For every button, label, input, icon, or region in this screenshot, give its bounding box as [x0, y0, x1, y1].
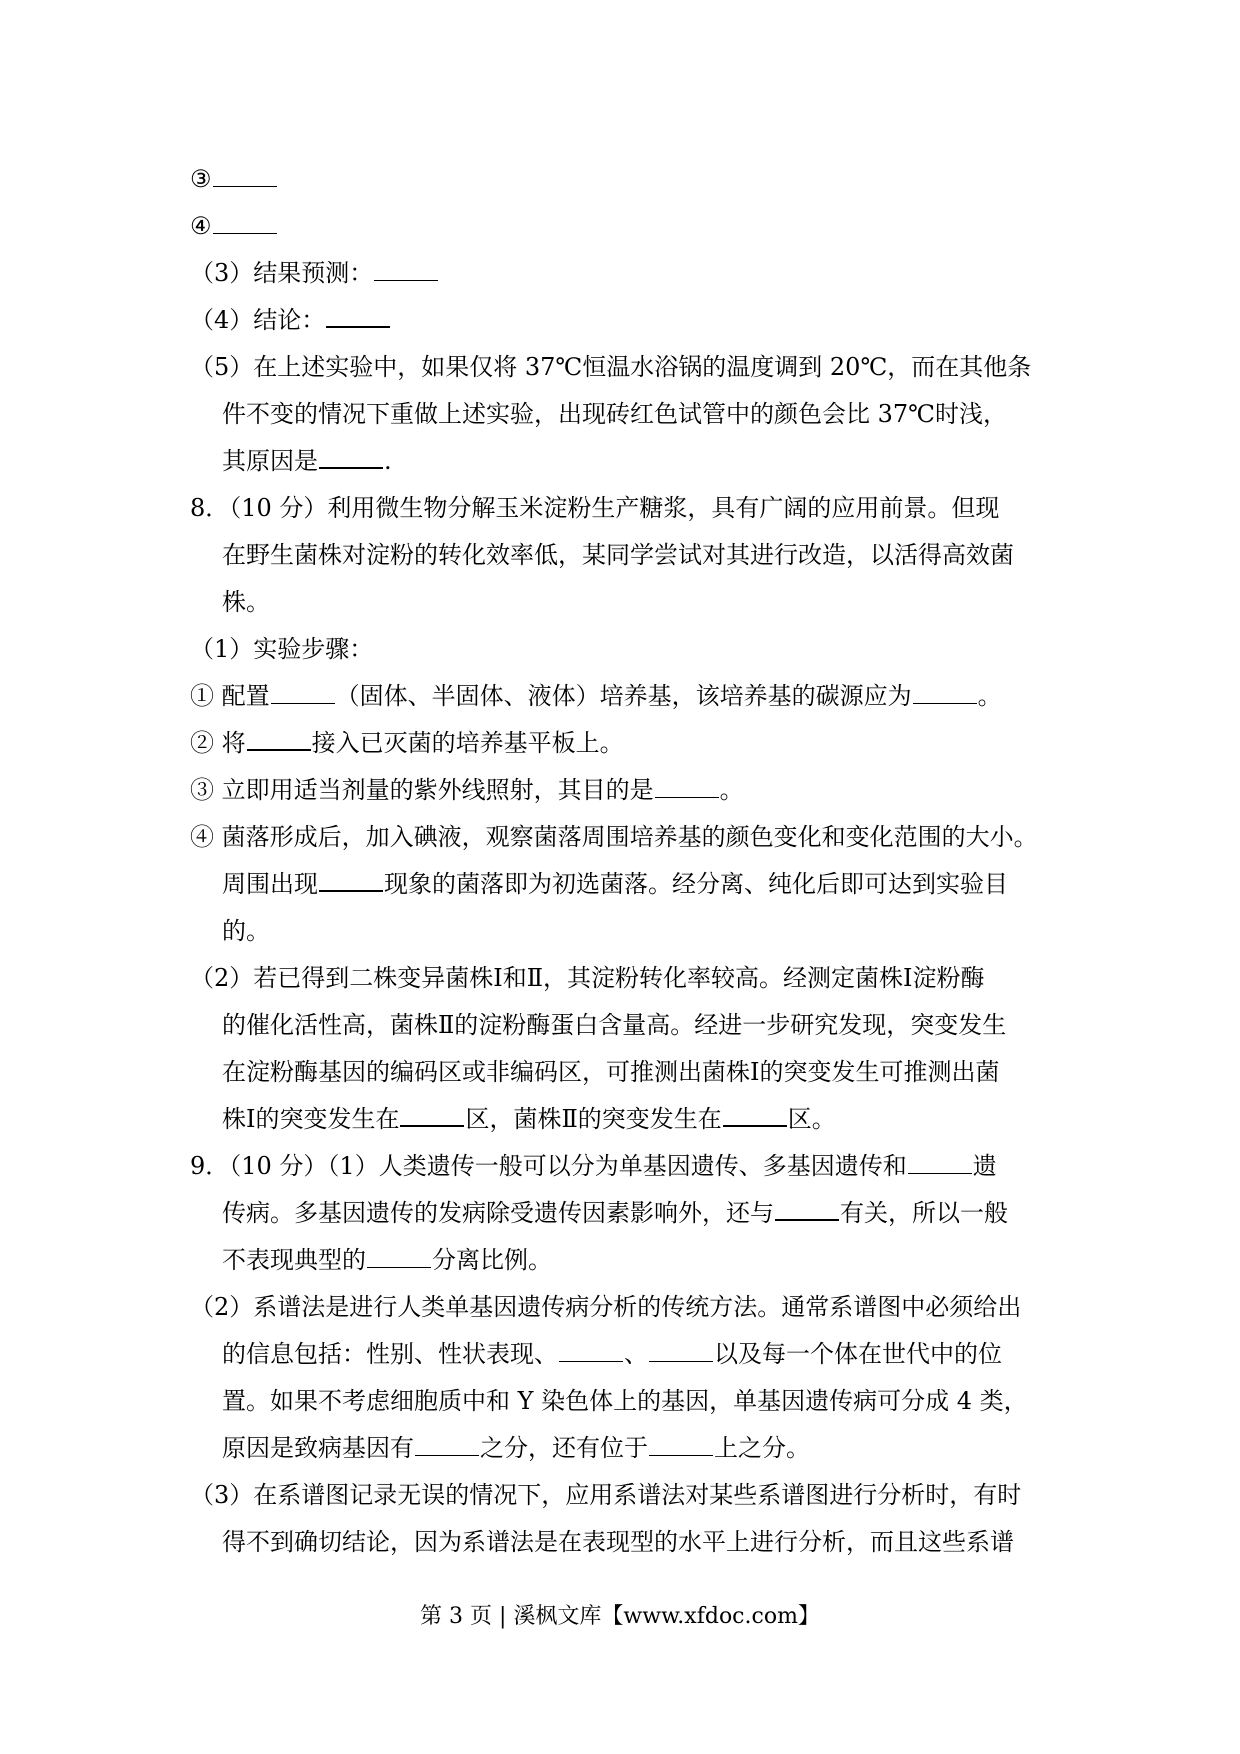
line-text: 周围出现: [222, 870, 318, 898]
text-line: [222, 444, 392, 478]
text-line: [190, 1478, 1021, 1512]
text-line: [222, 867, 1008, 901]
line-text: ④ 菌落形成后，加入碘液，观察菌落周围培养基的颜色变化和变化范围的大小。: [190, 823, 1038, 851]
line-text: 分离比例。: [432, 1246, 552, 1274]
answer-blank: [775, 1197, 839, 1221]
line-text: （2）若已得到二株变异菌株Ⅰ和Ⅱ，其淀粉转化率较高。经测定菌株Ⅰ淀粉酶: [190, 964, 985, 992]
text-line: [190, 961, 985, 995]
text-line: [222, 538, 1014, 572]
text-line: [190, 209, 278, 243]
answer-blank: [326, 304, 390, 328]
line-text: 接入已灭菌的培养基平板上。: [311, 729, 624, 757]
line-text: 之分，还有位于: [480, 1434, 648, 1462]
line-text: 株Ⅰ的突变发生在: [222, 1105, 400, 1133]
answer-blank: [400, 1103, 464, 1127]
text-line: [222, 1196, 1008, 1230]
line-text: 以及每一个体在世代中的位: [714, 1340, 1002, 1368]
text-line: [190, 256, 439, 290]
text-line: [222, 1102, 836, 1136]
line-text: 在野生菌株对淀粉的转化效率低，某同学尝试对其进行改造，以活得高效菌: [222, 541, 1014, 569]
answer-blank: [655, 775, 719, 798]
page-footer: 第 3 页 | 溪枫文库【www.xfdoc.com】: [420, 1604, 820, 1629]
line-text: 区，菌株Ⅱ的突变发生在: [465, 1105, 722, 1133]
line-text: 株。: [222, 588, 270, 616]
answer-blank: [247, 727, 311, 751]
answer-blank: [367, 1245, 431, 1268]
line-text: 现象的菌落即为初选菌落。经分离、纯化后即可达到实验目: [384, 870, 1008, 898]
text-line: [190, 491, 999, 525]
text-line: [222, 1525, 1014, 1559]
line-text: ③ 立即用适当剂量的紫外线照射，其目的是: [190, 776, 654, 804]
text-line: [222, 1008, 1006, 1042]
answer-blank: [649, 1433, 713, 1456]
line-text: 区。: [787, 1105, 836, 1133]
answer-blank: [559, 1339, 623, 1362]
line-text: 8．（10 分）利用微生物分解玉米淀粉生产糖浆，具有广阔的应用前景。但现: [190, 494, 1000, 522]
answer-blank: [913, 681, 977, 704]
line-text: （3）在系谱图记录无误的情况下，应用系谱法对某些系谱图进行分析时，有时: [190, 1481, 1022, 1509]
text-line: [222, 1384, 1028, 1418]
answer-blank: [213, 211, 277, 234]
text-line: [190, 162, 278, 196]
line-text: ④: [190, 212, 212, 240]
text-line: [222, 585, 270, 619]
text-line: [190, 1149, 997, 1183]
text-line: [222, 914, 270, 948]
text-line: [222, 1243, 552, 1277]
line-text: 不表现典型的: [222, 1246, 366, 1274]
text-line: [222, 1337, 1002, 1371]
line-text: 传病。多基因遗传的发病除受遗传因素影响外，还与: [222, 1199, 774, 1227]
line-text: 。: [977, 682, 1002, 710]
line-text: 遗: [972, 1152, 997, 1180]
answer-blank: [213, 164, 277, 187]
text-line: [222, 1055, 999, 1089]
text-line: [190, 1290, 1021, 1324]
line-text: （2）系谱法是进行人类单基因遗传病分析的传统方法。通常系谱图中必须给出: [190, 1293, 1022, 1321]
text-line: [222, 1431, 810, 1465]
answer-blank: [649, 1339, 713, 1362]
answer-blank: [271, 681, 335, 704]
line-text: ③: [190, 165, 212, 193]
line-text: 上之分。: [714, 1434, 810, 1462]
text-line: [190, 632, 373, 666]
line-text: 在淀粉酶基因的编码区或非编码区，可推测出菌株Ⅰ的突变发生可推测出菌: [222, 1058, 1000, 1086]
text-line: [190, 350, 1031, 384]
line-text: 的信息包括：性别、性状表现、: [222, 1340, 558, 1368]
line-text: 。: [719, 776, 744, 804]
line-text: （固体、半固体、液体）培养基，该培养基的碳源应为: [335, 682, 912, 710]
line-text: ② 将: [190, 729, 246, 757]
line-text: 、: [624, 1340, 648, 1368]
line-text: ① 配置: [190, 682, 270, 710]
line-text: （4）结论：: [190, 306, 326, 334]
line-text: 件不变的情况下重做上述实验，出现砖红色试管中的颜色会比 37℃时浅，: [222, 400, 1008, 428]
text-line: [190, 726, 624, 760]
line-text: 9．（10 分）（1）人类遗传一般可以分为单基因遗传、多基因遗传和: [190, 1152, 907, 1180]
answer-blank: [908, 1151, 972, 1174]
line-text: 其原因是: [222, 447, 318, 475]
text-line: [190, 820, 1038, 854]
line-text: （5）在上述实验中，如果仅将 37℃恒温水浴锅的温度调到 20℃，而在其他条: [190, 353, 1032, 381]
text-line: [222, 397, 1007, 431]
line-text: 的。: [222, 917, 270, 945]
answer-blank: [374, 258, 438, 281]
line-text: 的催化活性高，菌株Ⅱ的淀粉酶蛋白含量高。经进一步研究发现，突变发生: [222, 1011, 1007, 1039]
line-text: （1）实验步骤：: [190, 635, 374, 663]
answer-blank: [319, 445, 383, 469]
line-text: （3）结果预测：: [190, 259, 374, 287]
text-line: [190, 679, 1002, 713]
answer-blank: [319, 868, 383, 892]
line-text: 有关，所以一般: [840, 1199, 1008, 1227]
line-text: .: [384, 447, 392, 475]
line-text: 置。如果不考虑细胞质中和 Y 染色体上的基因，单基因遗传病可分成 4 类，: [222, 1387, 1028, 1415]
line-text: 得不到确切结论，因为系谱法是在表现型的水平上进行分析，而且这些系谱: [222, 1528, 1014, 1556]
text-line: [190, 303, 391, 337]
answer-blank: [723, 1103, 787, 1127]
text-line: [190, 773, 744, 807]
answer-blank: [415, 1433, 479, 1456]
line-text: 原因是致病基因有: [222, 1434, 414, 1462]
